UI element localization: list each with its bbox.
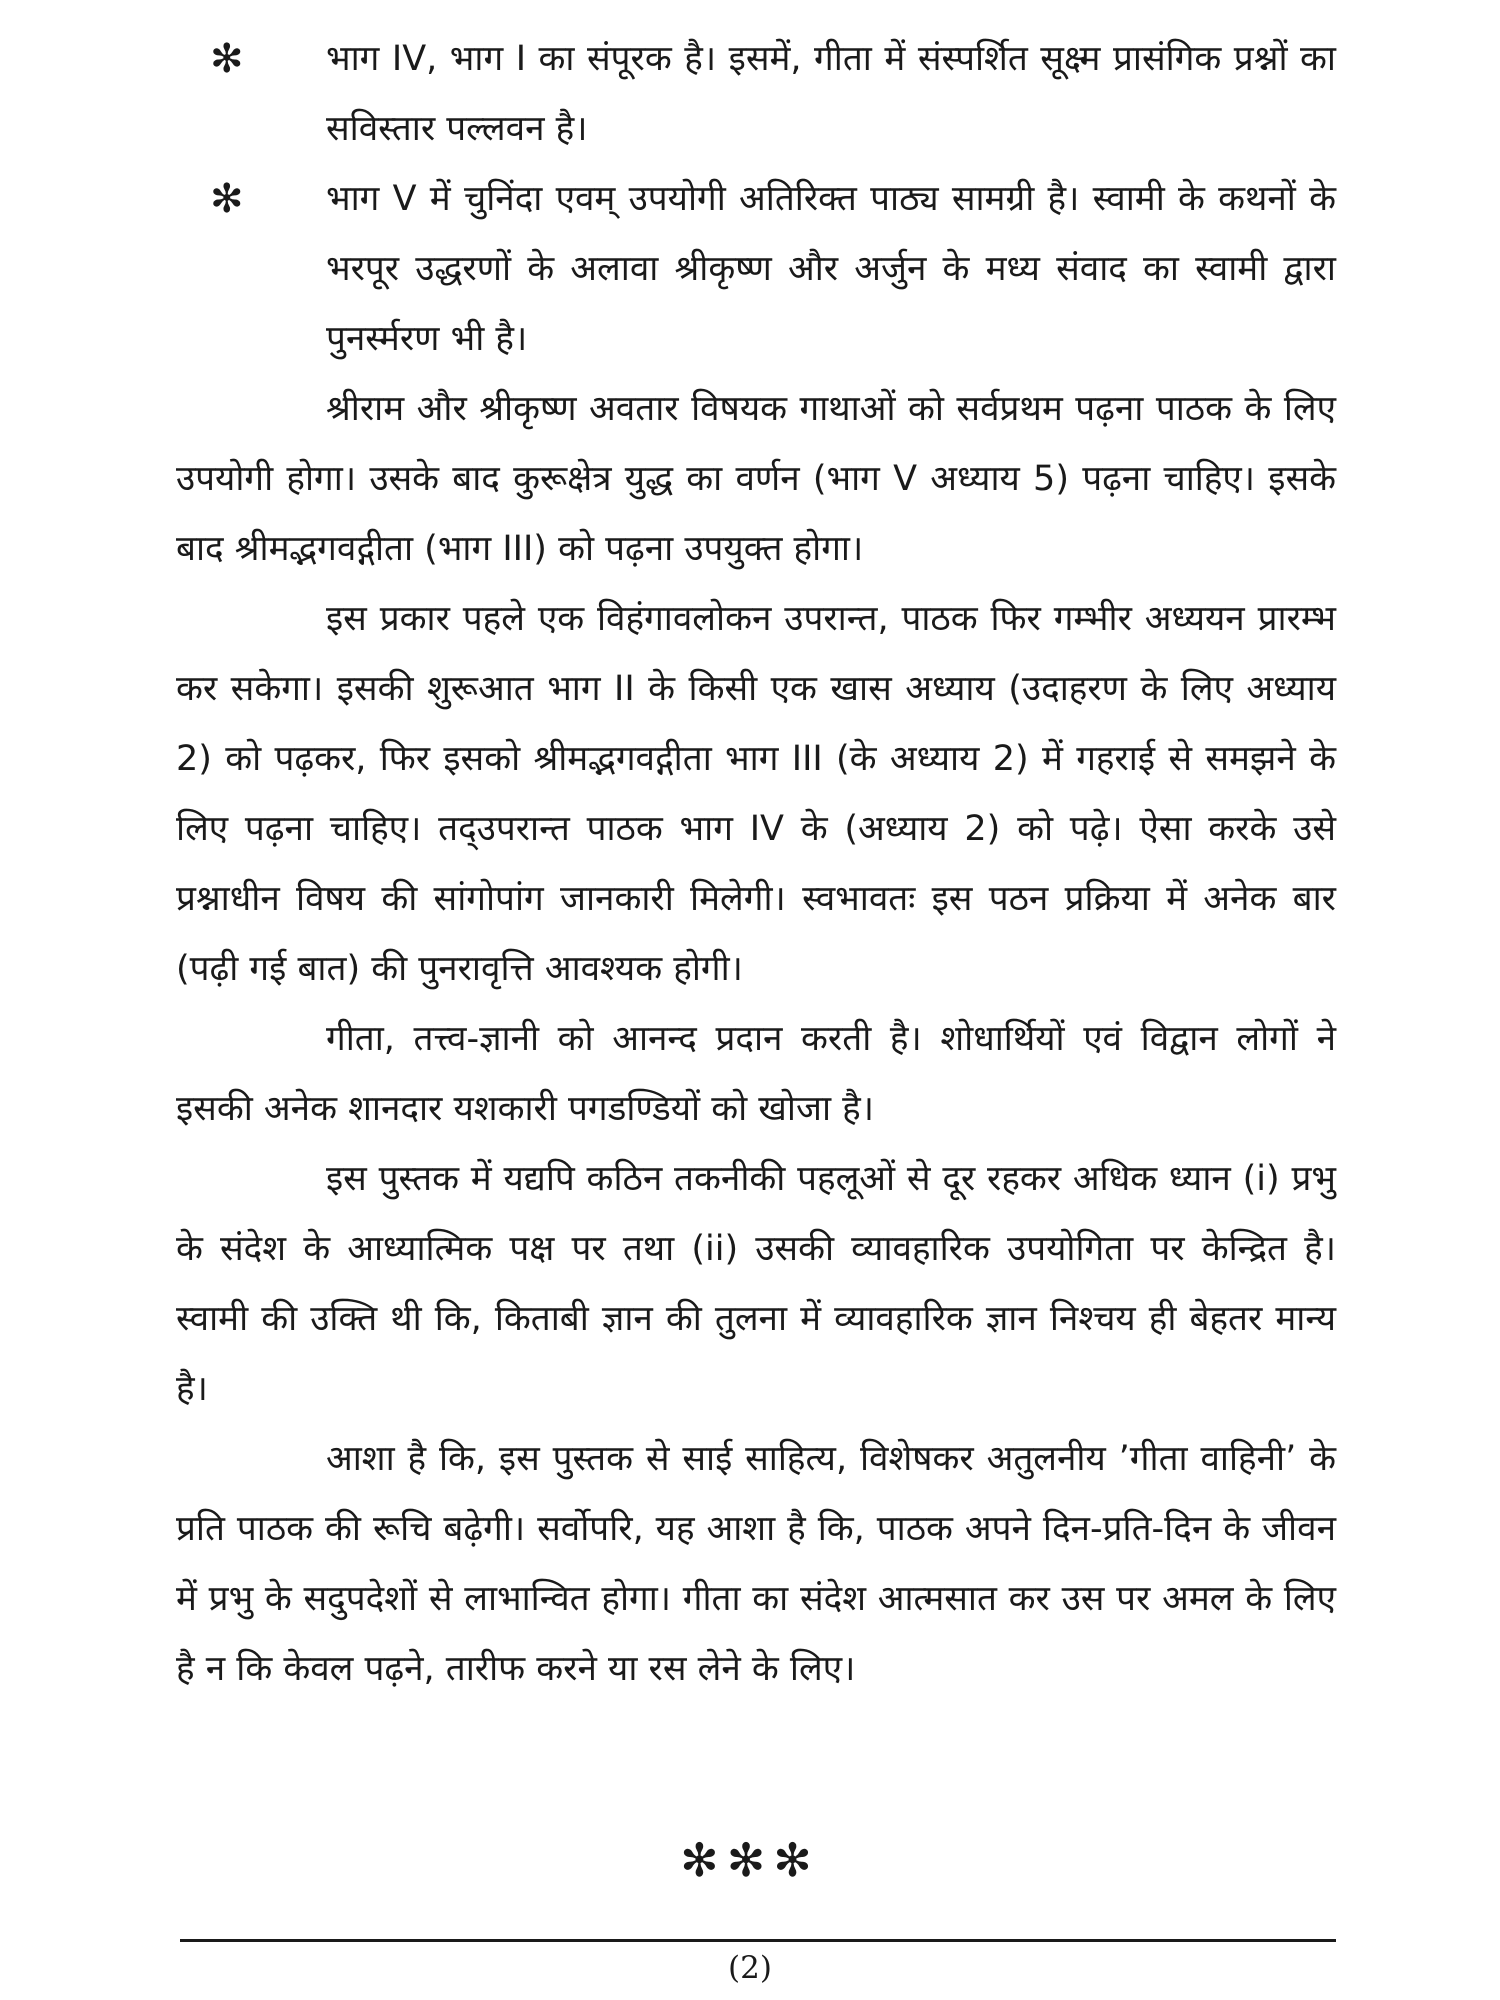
asterisk-bullet-icon: ✻ — [210, 176, 244, 222]
paragraph: आशा है कि, इस पुस्तक से साई साहित्य, विशेषकर अतुलनीय ’गीता वाहिनी’ के प्रति पाठक की रूचि बढ़ेगी। सर्वोपरि, यह आशा है कि, पाठक अपने दिन-प्रति-दिन के जीवन में प्रभु के सदुपदेशों से लाभान्वित होगा। गीता का संदेश आत्मसात कर उस पर अमल के लिए है न कि केवल पढ़ने, तारीफ करने या रस लेने के लिए। — [176, 1439, 1337, 1689]
paragraph: गीता, तत्त्व-ज्ञानी को आनन्द प्रदान करती है। शोधार्थियों एवं विद्वान लोगों ने इसकी अनेक शानदार यशकारी पगडण्डियों को खोजा है। — [176, 1019, 1336, 1129]
bullet-text: भाग V में चुनिंदा एवम् उपयोगी अतिरिक्त पाठ्य सामग्री है। स्वामी के कथनों के भरपूर उद्धरणों के अलावा श्रीकृष्ण और अर्जुन के मध्य संवाद का स्वामी द्वारा पुनर्स्मरण भी है। — [326, 179, 1336, 359]
paragraph: इस प्रकार पहले एक विहंगावलोकन उपरान्त, पाठक फिर गम्भीर अध्ययन प्रारम्भ कर सकेगा। इसकी शुरूआत भाग II के किसी एक खास अध्याय (उदाहरण के लिए अध्याय 2) को पढ़कर, फिर इसको श्रीमद्भगवद्गीता भाग III (के अध्याय 2) में गहराई से समझने के लिए पढ़ना चाहिए। तद्उपरान्त पाठक भाग IV के (अध्याय 2) को पढ़े। ऐसा करके उसे प्रश्नाधीन विषय की सांगोपांग जानकारी मिलेगी। स्वभावतः इस पठन प्रक्रिया में अनेक बार (पढ़ी गई बात) की पुनरावृत्ति आवश्यक होगी। — [176, 599, 1336, 989]
page-number: (2) — [728, 1950, 772, 1986]
footer-divider — [180, 1939, 1336, 1942]
paragraph: श्रीराम और श्रीकृष्ण अवतार विषयक गाथाओं को सर्वप्रथम पढ़ना पाठक के लिए उपयोगी होगा। उसके बाद कुरूक्षेत्र युद्ध का वर्णन (भाग V अध्याय 5) पढ़ना चाहिए। इसके बाद श्रीमद्भगवद्गीता (भाग III) को पढ़ना उपयुक्त होगा। — [176, 389, 1336, 569]
bullet-item — [176, 24, 1336, 164]
bullet-item — [176, 164, 1336, 374]
paragraph: इस पुस्तक में यद्यपि कठिन तकनीकी पहलूओं से दूर रहकर अधिक ध्यान (i) प्रभु के संदेश के आध्यात्मिक पक्ष पर तथा (ii) उसकी व्यावहारिक उपयोगिता पर केन्द्रित है। स्वामी की उक्ति थी कि, किताबी ज्ञान की तुलना में व्यावहारिक ज्ञान निश्चय ही बेहतर मान्य है। — [176, 1159, 1336, 1409]
body-text — [176, 24, 1336, 1704]
asterisk-bullet-icon: ✻ — [210, 36, 244, 82]
bullet-text: भाग IV, भाग I का संपूरक है। इसमें, गीता में संस्पर्शित सूक्ष्म प्रासंगिक प्रश्नों का सविस्तार पल्लवन है। — [326, 39, 1336, 149]
end-ornament-icon: ✻✻✻ — [680, 1833, 820, 1887]
